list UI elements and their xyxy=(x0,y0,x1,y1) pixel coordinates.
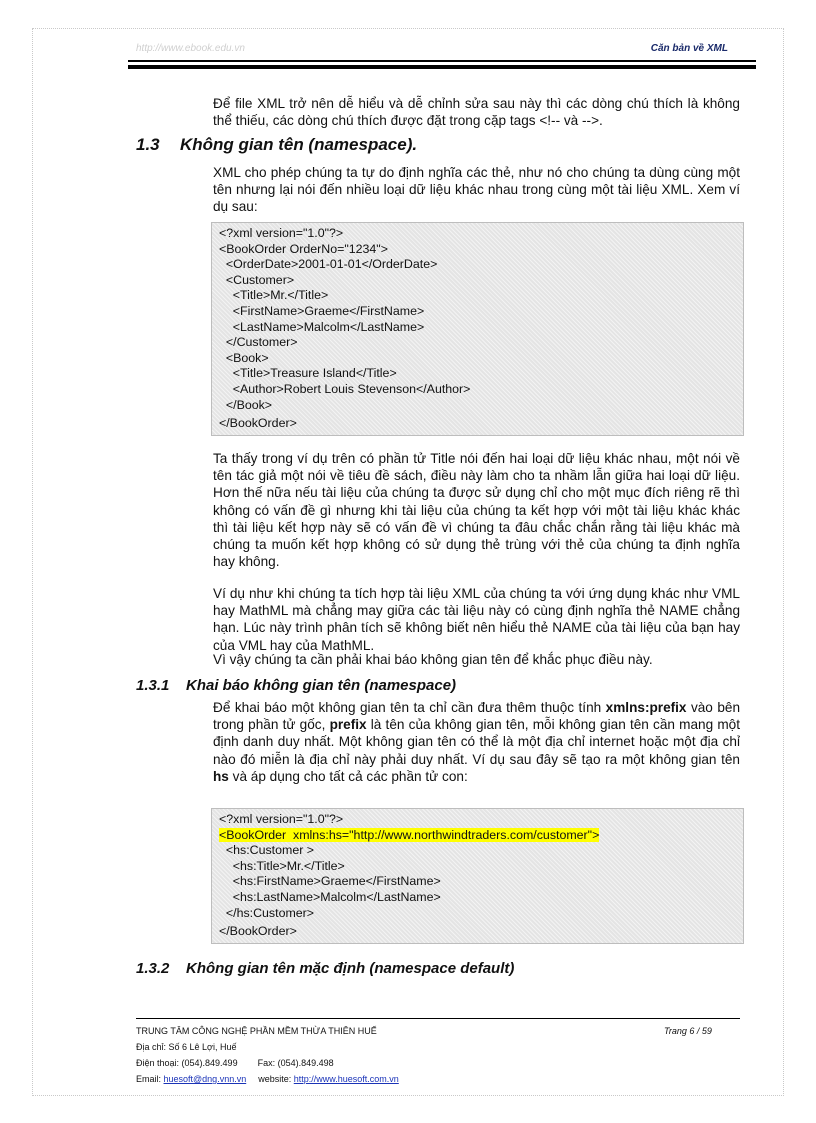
section-heading-1-3-2 xyxy=(136,960,514,977)
subsection-number: 1.3.2 xyxy=(136,960,170,977)
subsection-title: Khai báo không gian tên (namespace) xyxy=(186,677,457,694)
footer-website-link[interactable]: http://www.huesoft.com.vn xyxy=(293,1074,399,1084)
section-heading-1-3-1 xyxy=(136,677,456,694)
header-rule-thick xyxy=(128,65,756,69)
code-line: <hs:LastName>Malcolm</LastName> xyxy=(219,889,441,904)
intro-paragraph: Để file XML trở nên dễ hiểu và dễ chỉnh sửa sau này thì các dòng chú thích là không thể thiếu, các dòng chú thích được đặt trong cặp tags <!-- và -->. xyxy=(213,96,740,129)
section-1-3-1-paragraph xyxy=(213,699,740,785)
header-doc-title: Căn bản về XML xyxy=(650,43,728,54)
code-line: <Book> xyxy=(219,350,269,365)
code-line: </Book> xyxy=(219,397,273,412)
highlighted-code: <BookOrder xmlns:hs="http://www.northwindtraders.com/customer"> xyxy=(219,827,600,842)
footer-email-link[interactable]: huesoft@dng.vnn.vn xyxy=(163,1074,247,1084)
header-rule-thin xyxy=(128,60,756,62)
footer-phone-fax xyxy=(136,1058,334,1068)
footer-contact xyxy=(136,1074,399,1084)
code-line: <Title>Treasure Island</Title> xyxy=(219,366,397,381)
section-number: 1.3 xyxy=(136,135,160,154)
code-line: <hs:Customer > xyxy=(219,843,315,858)
section-1-3-paragraph-4: Vì vậy chúng ta cần phải khai báo không gian tên để khắc phục điều này. xyxy=(213,652,653,667)
section-heading-1-3 xyxy=(136,135,417,155)
code-line: <Title>Mr.</Title> xyxy=(219,288,329,303)
text-run: là tên của không gian tên, mỗi không gian tên cần mang một định danh duy nhất. Một không gian tên có thể là một địa chỉ internet hoặc một địa chỉ nào đó miễn là địa chỉ này phải duy nhất. Ví dụ sau đây sẽ tạo ra một không gian tên xyxy=(213,717,740,767)
page-header xyxy=(136,43,740,59)
footer-website-label: website: xyxy=(258,1074,294,1084)
footer-rule xyxy=(136,1018,740,1019)
section-1-3-paragraph-2: Ta thấy trong ví dụ trên có phần tử Title nói đến hai loại dữ liệu khác nhau, một nói về tên tác giả một nói về tiêu đề sách, điều này làm cho ta nhầm lẫn giữa hai loại dữ liệu. Hơn thế nữa nếu tài liệu của chúng ta được sử dụng chỉ cho một mục đích riêng rẽ thì không có vấn đề gì nhưng khi tài liệu của chúng ta kết hợp với một tài liệu khác khác thì tài liệu kết hợp này sẽ có vấn đề vì chúng ta đâu chắc chắn rằng tài liệu khác mà chúng ta muốn kết hợp không có sử dụng thẻ trùng với thẻ của chúng ta định nghĩa hay không. xyxy=(213,451,740,570)
hs-term: hs xyxy=(213,768,229,784)
section-1-3-paragraph-3: Ví dụ như khi chúng ta tích hợp tài liệu XML của chúng ta với ứng dụng khác như VML hay MathML mà chẳng may giữa các tài liệu này có cùng định nghĩa thẻ NAME chẳng hạn. Lúc này trình phân tích sẽ không biết nên hiểu thẻ NAME của tài liệu của bạn hay của VML hay của MathML. xyxy=(213,586,740,653)
code-line: </BookOrder> xyxy=(219,416,297,431)
code-line: <?xml version="1.0"?> xyxy=(219,226,344,240)
code-line: </BookOrder> xyxy=(219,924,297,939)
code-line: <LastName>Malcolm</LastName> xyxy=(219,319,425,334)
code-line: <Customer> xyxy=(219,272,295,287)
code-line: </hs:Customer> xyxy=(219,905,315,920)
code-line: <Author>Robert Louis Stevenson</Author> xyxy=(219,381,471,396)
code-line: <BookOrder OrderNo="1234"> xyxy=(219,241,388,256)
code-block-bookorder xyxy=(211,222,744,436)
text-run: vào bên trong phần tử gốc, xyxy=(213,700,741,733)
footer-address: Địa chỉ: Số 6 Lê Lợi, Huế xyxy=(136,1042,237,1052)
footer-page-number: Trang 6 / 59 xyxy=(664,1026,712,1036)
subsection-title: Không gian tên mặc định (namespace default) xyxy=(186,960,515,977)
code-line: </Customer> xyxy=(219,335,298,350)
footer-fax: Fax: (054).849.498 xyxy=(257,1058,334,1068)
code-line: <hs:FirstName>Graeme</FirstName> xyxy=(219,874,441,889)
code-line: <FirstName>Graeme</FirstName> xyxy=(219,303,425,318)
footer-org: TRUNG TÂM CÔNG NGHỆ PHẦN MỀM THỪA THIÊN HUẾ xyxy=(136,1026,377,1036)
code-line: <hs:Title>Mr.</Title> xyxy=(219,858,345,873)
section-1-3-paragraph-1: XML cho phép chúng ta tự do định nghĩa các thẻ, như nó cho chúng ta dùng cùng một tên nhưng lại nói đến nhiều loại dữ liệu khác nhau trong cùng một tài liệu XML. Xem ví dụ sau: xyxy=(213,165,740,215)
subsection-number: 1.3.1 xyxy=(136,677,170,694)
footer-phone: Điện thoại: (054).849.499 xyxy=(136,1058,238,1068)
header-url: http://www.ebook.edu.vn xyxy=(136,43,245,54)
code-block-namespace xyxy=(211,808,744,944)
code-line: <?xml version="1.0"?> xyxy=(219,812,344,826)
code-line: <OrderDate>2001-01-01</OrderDate> xyxy=(219,257,438,272)
footer-email-label: Email: xyxy=(136,1074,164,1084)
code-line xyxy=(219,828,737,844)
section-title: Không gian tên (namespace). xyxy=(180,135,418,154)
xmlns-prefix-term: xmlns:prefix xyxy=(605,700,687,715)
text-run: Để khai báo một không gian tên ta chỉ cần đưa thêm thuộc tính xyxy=(213,700,606,715)
prefix-term: prefix xyxy=(329,717,367,733)
text-run: và áp dụng cho tất cả các phần tử con: xyxy=(228,768,468,784)
